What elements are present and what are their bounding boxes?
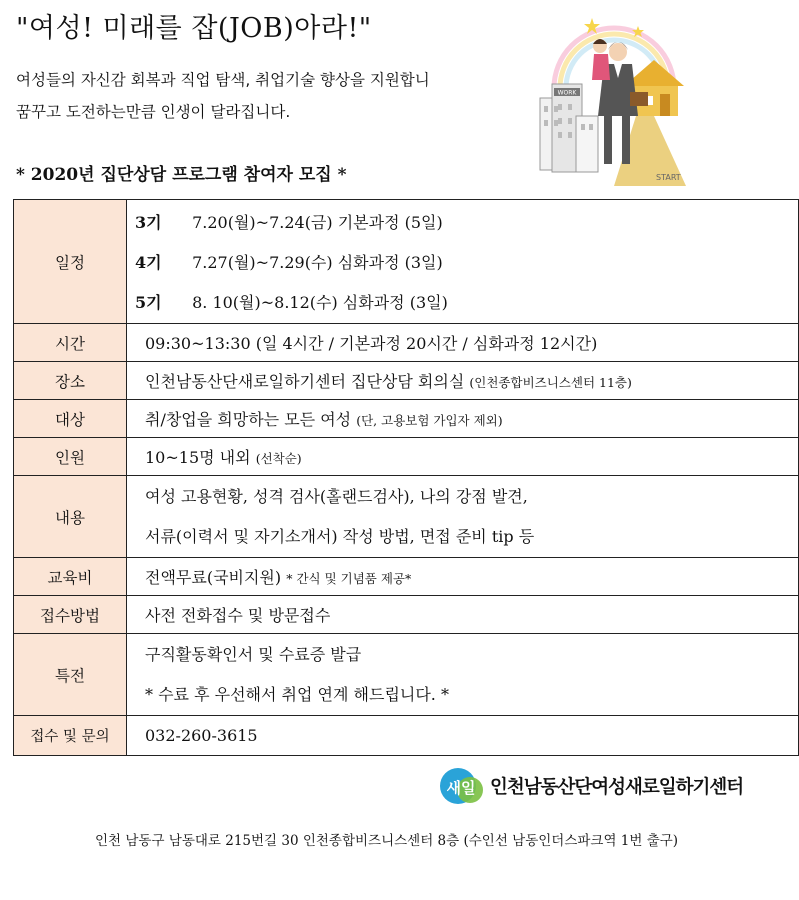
row-schedule — [14, 200, 799, 324]
schedule-term: 5기 — [135, 292, 162, 312]
saeil-logo-icon — [438, 766, 484, 806]
intro-line-1: 여성들의 자신감 회복과 직업 탐색, 취업기술 향상을 지원합니 — [16, 71, 430, 89]
schedule-term: 3기 — [135, 212, 162, 232]
place-value — [127, 362, 799, 400]
schedule-text: 7.20(월)~7.24(금) 기본과정 (5일) — [192, 212, 443, 232]
schedule-value — [127, 200, 799, 324]
schedule-text: 8. 10(월)~8.12(수) 심화과정 (3일) — [192, 292, 448, 312]
row-method — [14, 596, 799, 634]
method-value: 사전 전화접수 및 방문접수 — [127, 596, 799, 634]
logo-mark-text: 새일 — [446, 779, 476, 797]
benefits-value — [127, 634, 799, 716]
place-note: (인천종합비즈니스센터 11층) — [469, 375, 632, 390]
row-content — [14, 476, 799, 558]
content-line-2: 서류(이력서 및 자기소개서) 작성 방법, 면접 준비 tip 등 — [145, 526, 535, 546]
row-target — [14, 400, 799, 438]
capacity-text: 10~15명 내외 — [145, 448, 251, 467]
road-sign: START — [656, 173, 681, 182]
content-label: 내용 — [14, 476, 127, 558]
fee-text: 전액무료(국비지원) — [145, 568, 282, 587]
career-woman-illustration — [536, 8, 696, 186]
benefits-label: 특전 — [14, 634, 127, 716]
target-note: (단, 고용보험 가입자 제외) — [356, 413, 503, 428]
schedule-item — [135, 203, 798, 243]
building-sign: WORK — [557, 89, 577, 97]
schedule-label: 일정 — [14, 200, 127, 324]
schedule-item — [135, 283, 798, 323]
section-heading: * 2020년 집단상담 프로그램 참여자 모집 * — [16, 165, 347, 185]
fee-label: 교육비 — [14, 558, 127, 596]
fee-value — [127, 558, 799, 596]
program-info-table — [13, 199, 799, 756]
row-benefits — [14, 634, 799, 716]
logo-text: 인천남동산단여성새로일하기센터 — [490, 777, 744, 798]
row-capacity — [14, 438, 799, 476]
address: 인천 남동구 남동대로 215번길 30 인천종합비즈니스센터 8층 (수인선 남동인더스파크역 1번 출구) — [95, 833, 679, 849]
row-time — [14, 324, 799, 362]
row-contact — [14, 716, 799, 756]
content-line-1: 여성 고용현황, 성격 검사(홀랜드검사), 나의 강점 발견, — [145, 486, 528, 506]
content-value — [127, 476, 799, 558]
benefits-line-2: * 수료 후 우선해서 취업 연계 해드립니다. * — [145, 684, 449, 704]
place-label: 장소 — [14, 362, 127, 400]
capacity-note: (선착순) — [255, 451, 302, 466]
intro-text — [16, 64, 536, 128]
fee-note: * 간식 및 기념품 제공* — [286, 571, 412, 586]
time-label: 시간 — [14, 324, 127, 362]
capacity-label: 인원 — [14, 438, 127, 476]
intro-line-2: 꿈꾸고 도전하는만큼 인생이 달라집니다. — [16, 103, 291, 121]
method-label: 접수방법 — [14, 596, 127, 634]
schedule-item — [135, 243, 798, 283]
contact-value: 032-260-3615 — [127, 716, 799, 756]
row-fee — [14, 558, 799, 596]
row-place — [14, 362, 799, 400]
poster-title: "여성! 미래를 잡(JOB)아라!" — [16, 13, 372, 44]
center-logo — [438, 766, 743, 806]
contact-label: 접수 및 문의 — [14, 716, 127, 756]
target-text: 취/창업을 희망하는 모든 여성 — [145, 410, 352, 429]
target-value — [127, 400, 799, 438]
schedule-term: 4기 — [135, 252, 162, 272]
place-text: 인천남동산단새로일하기센터 집단상담 회의실 — [145, 372, 465, 391]
schedule-text: 7.27(월)~7.29(수) 심화과정 (3일) — [192, 252, 443, 272]
capacity-value — [127, 438, 799, 476]
target-label: 대상 — [14, 400, 127, 438]
time-value: 09:30~13:30 (일 4시간 / 기본과정 20시간 / 심화과정 12시간) — [127, 324, 799, 362]
benefits-line-1: 구직활동확인서 및 수료증 발급 — [145, 644, 362, 664]
